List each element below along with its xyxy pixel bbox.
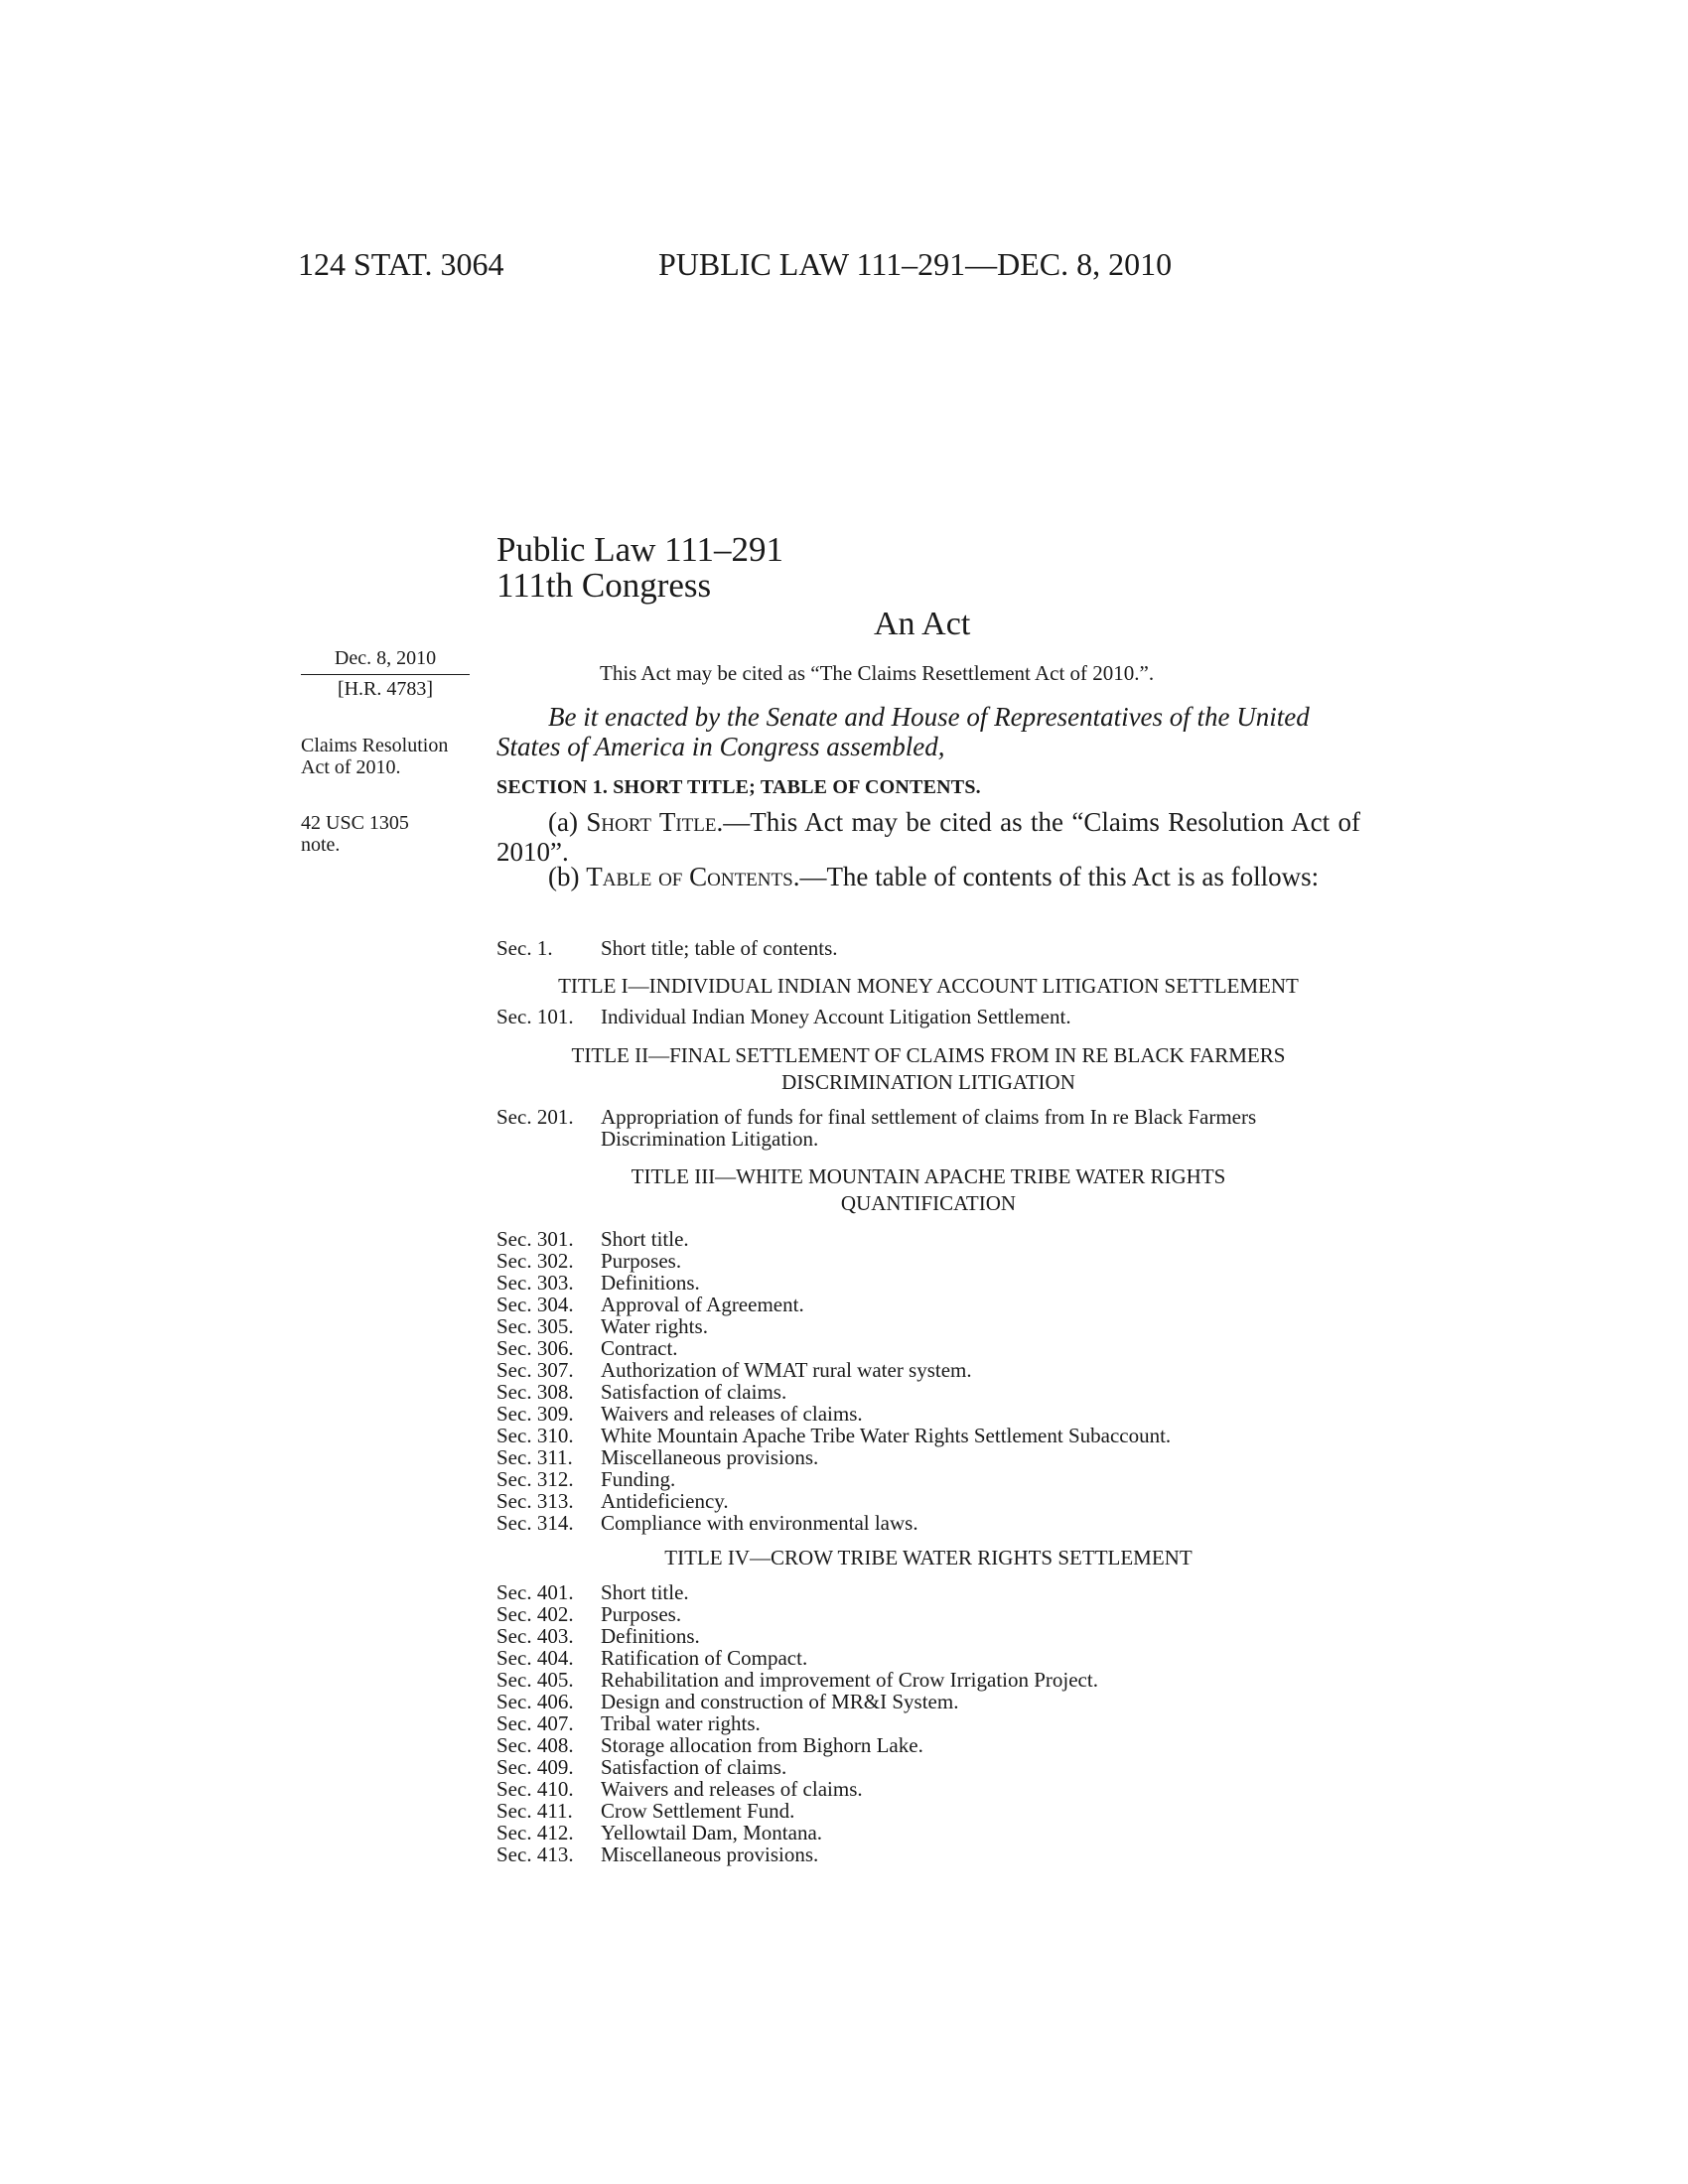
paragraph-short-title bbox=[496, 807, 1360, 867]
toc-title4-sections bbox=[496, 1581, 1360, 1865]
toc-entry bbox=[496, 1446, 1360, 1468]
law-number: Public Law 111–291 bbox=[496, 530, 784, 569]
toc-title-heading bbox=[496, 1163, 1360, 1217]
toc-entry bbox=[496, 1647, 1360, 1669]
toc-section-title: Appropriation of funds for final settlement of claims from In re Black Farmers Discrimination Litigation. bbox=[601, 1105, 1257, 1151]
toc-section-number: Sec. 405. bbox=[496, 1668, 574, 1692]
toc-entry bbox=[496, 1603, 1360, 1625]
running-head-law: PUBLIC LAW 111–291—DEC. 8, 2010 bbox=[658, 246, 1173, 282]
toc-entry bbox=[496, 1359, 1360, 1381]
toc-section-number: Sec. 410. bbox=[496, 1777, 574, 1801]
toc-section-number: Sec. 304. bbox=[496, 1293, 574, 1316]
toc-section-number: Sec. 313. bbox=[496, 1489, 574, 1513]
toc-section-title: Definitions. bbox=[601, 1624, 700, 1648]
toc-section-title: Purposes. bbox=[601, 1602, 682, 1626]
toc-section-title: Crow Settlement Fund. bbox=[601, 1799, 795, 1823]
toc-entry bbox=[496, 1512, 1360, 1534]
toc-section-title: Individual Indian Money Account Litigation Settlement. bbox=[601, 1005, 1071, 1028]
citation-note: This Act may be cited as “The Claims Resettlement Act of 2010.”. bbox=[600, 661, 1155, 685]
toc-section-number: Sec. 412. bbox=[496, 1821, 574, 1844]
an-act-heading: An Act bbox=[874, 606, 971, 642]
toc-section-number: Sec. 413. bbox=[496, 1843, 574, 1866]
toc-title-line: DISCRIMINATION LITIGATION bbox=[781, 1070, 1075, 1094]
paragraph-heading: Table of Contents bbox=[586, 862, 793, 891]
toc-section-title: Waivers and releases of claims. bbox=[601, 1402, 863, 1426]
margin-note-short-title: Claims Resolution Act of 2010. bbox=[301, 735, 449, 778]
margin-divider bbox=[301, 674, 470, 675]
toc-section-number: Sec. 307. bbox=[496, 1358, 574, 1382]
toc-section-title: Compliance with environmental laws. bbox=[601, 1511, 918, 1535]
toc-section-number: Sec. 310. bbox=[496, 1424, 574, 1447]
toc-entry bbox=[496, 1734, 1360, 1756]
toc-section-title: Short title. bbox=[601, 1227, 689, 1251]
paragraph-table-of-contents bbox=[496, 862, 1360, 891]
toc-section-number: Sec. 306. bbox=[496, 1336, 574, 1360]
toc-entry bbox=[496, 1490, 1360, 1512]
toc-section-title: Tribal water rights. bbox=[601, 1711, 761, 1735]
toc-entry bbox=[496, 1228, 1360, 1250]
toc-section-title: Purposes. bbox=[601, 1249, 682, 1273]
toc-section-number: Sec. 312. bbox=[496, 1467, 574, 1491]
toc-section-number: Sec. 311. bbox=[496, 1445, 573, 1469]
enacting-clause: Be it enacted by the Senate and House of Representatives of the United States of America in Congress assembled, bbox=[496, 702, 1310, 761]
toc-section-title: Water rights. bbox=[601, 1314, 708, 1338]
margin-note-usc: 42 USC 1305 note. bbox=[301, 812, 409, 856]
toc-entry bbox=[496, 1778, 1360, 1800]
toc-section-number: Sec. 408. bbox=[496, 1733, 574, 1757]
toc-entry bbox=[496, 1403, 1360, 1425]
toc-section-title: Waivers and releases of claims. bbox=[601, 1777, 863, 1801]
toc-entry bbox=[496, 1381, 1360, 1403]
toc-section-title: Approval of Agreement. bbox=[601, 1293, 804, 1316]
toc-section-number: Sec. 305. bbox=[496, 1314, 574, 1338]
section-heading: SECTION 1. SHORT TITLE; TABLE OF CONTENTS. bbox=[496, 776, 981, 798]
toc-entry bbox=[496, 1006, 1360, 1027]
toc-section-title: Definitions. bbox=[601, 1271, 700, 1295]
toc-title-line: TITLE III—WHITE MOUNTAIN APACHE TRIBE WATER RIGHTS bbox=[631, 1164, 1226, 1188]
toc-title-heading bbox=[496, 1042, 1360, 1096]
toc-entry bbox=[496, 1691, 1360, 1712]
toc-entry bbox=[496, 1315, 1360, 1337]
toc-section-number: Sec. 404. bbox=[496, 1646, 574, 1670]
toc-section-title: Ratification of Compact. bbox=[601, 1646, 808, 1670]
toc-entry bbox=[496, 1581, 1360, 1603]
toc-section-title: Authorization of WMAT rural water system. bbox=[601, 1358, 972, 1382]
toc-section-title: Design and construction of MR&I System. bbox=[601, 1690, 959, 1713]
statute-page-reference: 124 STAT. 3064 bbox=[298, 246, 504, 282]
toc-entry bbox=[496, 1800, 1360, 1822]
paragraph-heading: Short Title bbox=[586, 807, 717, 837]
toc-entry bbox=[496, 1425, 1360, 1446]
toc-section-number: Sec. 301. bbox=[496, 1227, 574, 1251]
toc-title2-sections bbox=[496, 1106, 1360, 1150]
toc-section-title: Miscellaneous provisions. bbox=[601, 1445, 819, 1469]
toc-section-number: Sec. 309. bbox=[496, 1402, 574, 1426]
toc-section-title: Antideficiency. bbox=[601, 1489, 729, 1513]
toc-section-title: Satisfaction of claims. bbox=[601, 1755, 787, 1779]
toc-section-number: Sec. 101. bbox=[496, 1005, 574, 1028]
toc-section-title: Yellowtail Dam, Montana. bbox=[601, 1821, 823, 1844]
toc-entry bbox=[496, 1712, 1360, 1734]
paragraph-text: .—This Act may be cited as the “Claims Resolution Act of 2010”. bbox=[496, 807, 1361, 867]
toc-entry bbox=[496, 1843, 1360, 1865]
toc-entry bbox=[496, 1756, 1360, 1778]
toc-section-number: Sec. 401. bbox=[496, 1580, 574, 1604]
toc-section-title: Short title. bbox=[601, 1580, 689, 1604]
paragraph-text: .—The table of contents of this Act is as follows: bbox=[792, 862, 1320, 891]
toc-entry bbox=[496, 1669, 1360, 1691]
toc-section-number: Sec. 402. bbox=[496, 1602, 574, 1626]
toc-section-number: Sec. 1. bbox=[496, 936, 553, 960]
toc-section-title: Contract. bbox=[601, 1336, 678, 1360]
toc-section-title: Short title; table of contents. bbox=[601, 936, 838, 960]
margin-date: Dec. 8, 2010 bbox=[334, 647, 437, 669]
toc-entry bbox=[496, 1625, 1360, 1647]
toc-section-number: Sec. 303. bbox=[496, 1271, 574, 1295]
toc-section-number: Sec. 403. bbox=[496, 1624, 574, 1648]
toc-entry bbox=[496, 1272, 1360, 1294]
toc-entry bbox=[496, 1468, 1360, 1490]
toc-section-number: Sec. 314. bbox=[496, 1511, 574, 1535]
toc-section-number: Sec. 308. bbox=[496, 1380, 574, 1404]
toc-entry bbox=[496, 1106, 1360, 1150]
toc-section-number: Sec. 406. bbox=[496, 1690, 574, 1713]
toc-section-title: Miscellaneous provisions. bbox=[601, 1843, 819, 1866]
toc-section-number: Sec. 201. bbox=[496, 1105, 574, 1129]
toc-title3-sections bbox=[496, 1228, 1360, 1534]
toc-title-line: TITLE II—FINAL SETTLEMENT OF CLAIMS FROM IN RE BLACK FARMERS bbox=[571, 1043, 1286, 1067]
toc-section-number: Sec. 407. bbox=[496, 1711, 574, 1735]
toc-section-number: Sec. 411. bbox=[496, 1799, 573, 1823]
toc-section-number: Sec. 409. bbox=[496, 1755, 574, 1779]
toc-title-line: QUANTIFICATION bbox=[840, 1191, 1017, 1215]
toc-section-number: Sec. 302. bbox=[496, 1249, 574, 1273]
toc-entry bbox=[496, 1250, 1360, 1272]
paragraph-label: (b) bbox=[548, 862, 587, 891]
toc-section-title: White Mountain Apache Tribe Water Rights Settlement Subaccount. bbox=[601, 1424, 1172, 1447]
toc-title-heading: TITLE IV—CROW TRIBE WATER RIGHTS SETTLEMENT bbox=[664, 1546, 1193, 1570]
toc-title1-sections bbox=[496, 1006, 1360, 1027]
congress: 111th Congress bbox=[496, 566, 712, 605]
paragraph-label: (a) bbox=[548, 807, 587, 837]
toc-section-title: Storage allocation from Bighorn Lake. bbox=[601, 1733, 923, 1757]
toc-section-title: Satisfaction of claims. bbox=[601, 1380, 787, 1404]
toc-entry bbox=[496, 937, 1360, 959]
toc-section-title: Funding. bbox=[601, 1467, 676, 1491]
toc-entry bbox=[496, 1337, 1360, 1359]
margin-bill-number: [H.R. 4783] bbox=[337, 678, 434, 700]
toc-entry bbox=[496, 1294, 1360, 1315]
toc-entry bbox=[496, 1822, 1360, 1843]
toc-section-title: Rehabilitation and improvement of Crow Irrigation Project. bbox=[601, 1668, 1098, 1692]
toc-title-heading: TITLE I—INDIVIDUAL INDIAN MONEY ACCOUNT LITIGATION SETTLEMENT bbox=[558, 974, 1299, 998]
